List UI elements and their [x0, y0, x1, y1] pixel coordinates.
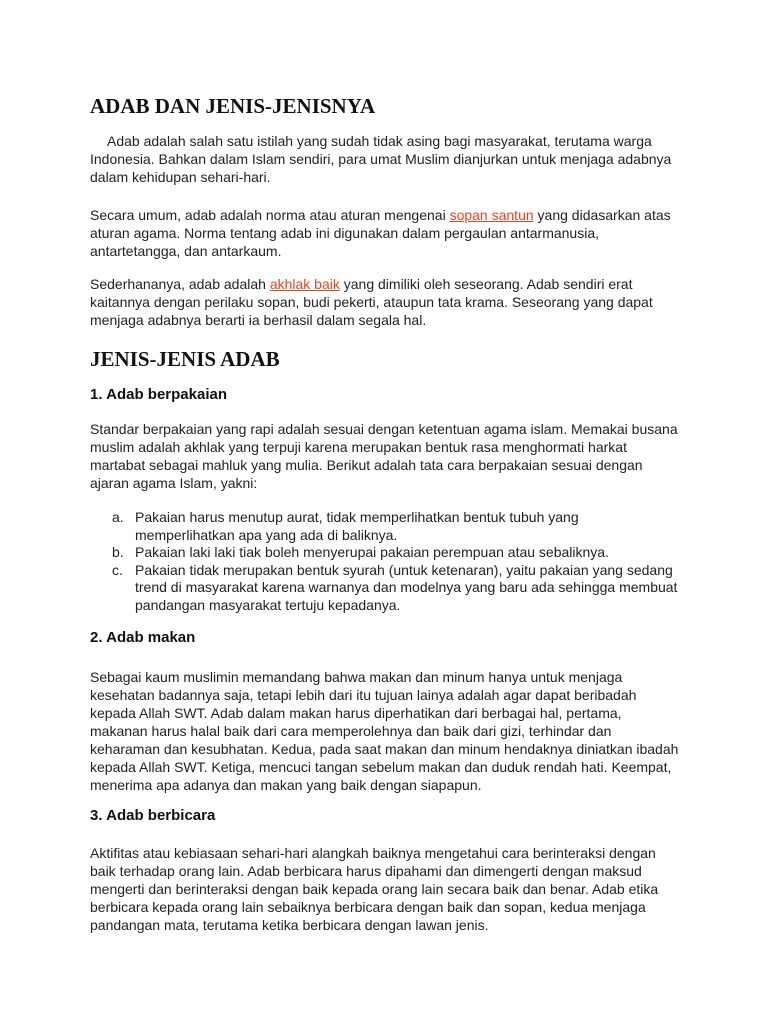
list-marker: c.: [112, 561, 123, 578]
list-item: [90, 509, 680, 544]
section-1-heading: 1. Adab berpakaian: [90, 386, 227, 403]
intro-paragraph-3: [90, 275, 680, 329]
section-2-body: Sebagai kaum muslimin memandang bahwa makan dan minum hanya untuk menjaga kesehatan badannya saja, tetapi lebih dari itu tujuan lainya adalah agar dapat beribadah kepada Allah SWT. Adab dalam makan harus diperhatikan dari berbagai hal, pertama, makanan harus halal baik dari cara memperolehnya dan baik dari gizi, terhindar dan keharaman dan kesubhatan. Kedua, pada saat makan dan minum hendaknya diniatkan ibadah kepada Allah SWT. Ketiga, mencuci tangan sebelum makan dan duduk rendah hati. Keempat, menerima apa adanya dan makan yang baik dengan siapapun.: [90, 669, 679, 793]
sopan-santun-link[interactable]: sopan santun: [449, 207, 534, 223]
list-item-text: Pakaian laki laki tiak boleh menyerupai pakaian perempuan atau sebaliknya.: [135, 544, 609, 560]
list-item-text: Pakaian harus menutup aurat, tidak memperlihatkan bentuk tubuh yang memperlihatkan apa yang ada di baliknya.: [135, 509, 579, 543]
intro-paragraph-2: [90, 206, 680, 260]
list-marker: a.: [112, 509, 124, 525]
section-title: JENIS-JENIS ADAB: [90, 347, 280, 371]
akhlak-baik-link[interactable]: akhlak baik: [269, 276, 340, 292]
list-item: [90, 544, 680, 562]
intro-paragraph-1: Adab adalah salah satu istilah yang sudah tidak asing bagi masyarakat, terutama warga Indonesia. Bahkan dalam Islam sendiri, para umat Muslim dianjurkan untuk menjaga adabnya dalam kehidupan sehari-hari.: [90, 133, 672, 185]
section-3-body: Aktifitas atau kebiasaan sehari-hari alangkah baiknya mengetahui cara berinteraksi dengan baik terhadap orang lain. Adab berbicara harus dipahami dan dimengerti dengan maksud mengerti dan berinteraksi dengan baik kepada orang lain secara baik dan benar. Adab etika berbicara kepada orang lain sebaiknya berbicara dengan baik dan sopan, kedua menjaga pandangan mata, terutama ketika berbicara dengan lawan jenis.: [90, 845, 659, 933]
document-title: ADAB DAN JENIS-JENISNYA: [90, 94, 376, 118]
list-item-text: Pakaian tidak merupakan bentuk syurah (untuk ketenaran), yaitu pakaian yang sedang trend di masyarakat karena warnanya dan modelnya yang baru ada sehingga membuat pandangan masyarakat tertuju kepadanya.: [135, 561, 678, 613]
intro-p3-text-before: Sederhananya, adab adalah: [90, 276, 270, 292]
intro-p2-text-after: yang didasarkan atas aturan agama. Norma tentang adab ini digunakan dalam pergaulan antarmanusia, antartetangga, dan antarkaum.: [90, 207, 671, 259]
section-2-heading: 2. Adab makan: [90, 629, 196, 646]
section-1-body: Standar berpakaian yang rapi adalah sesuai dengan ketentuan agama islam. Memakai busana muslim adalah akhlak yang terpuji karena merupakan bentuk rasa menghormati harkat martabat sebagai mahluk yang mulia. Berikut adalah tata cara berpakaian sesuai dengan ajaran agama Islam, yakni:: [90, 421, 678, 491]
list-marker: b.: [112, 544, 124, 560]
section-1-list: [90, 509, 680, 614]
intro-p2-text-before: Secara umum, adab adalah norma atau aturan mengenai: [90, 207, 450, 223]
section-3-heading: 3. Adab berbicara: [90, 807, 216, 824]
list-item: [90, 562, 680, 615]
intro-p3-text-after: yang dimiliki oleh seseorang. Adab sendiri erat kaitannya dengan perilaku sopan, budi pekerti, ataupun tata krama. Seseorang yang dapat menjaga adabnya berarti ia berhasil dalam segala hal.: [90, 276, 653, 328]
